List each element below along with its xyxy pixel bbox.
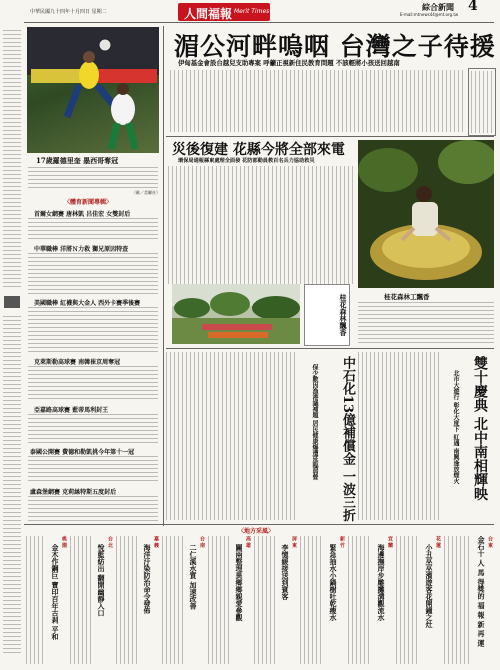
mid-bottom-rule [24,524,494,525]
sports-article-body [28,218,158,242]
lead-subhead: 伊甸基金會設台越兒支助專案 呼籲正視新住民教育問題 不該輕將小孩送回越南 [178,59,400,67]
local-brief-body [444,536,472,664]
local-brief-title: 悅藍紡出 翻開幽靜入口 [97,544,106,617]
flood-subhead: 環保局通報縣東處理全面發 花防部動員教百名兵力協助救災 [178,158,315,164]
newspaper-logo-sub: Merit Times [234,8,270,15]
flood-photo-vertical-text: 桂花森林飄香 [339,294,348,336]
local-brief-body [300,536,324,664]
local-brief-body [254,536,276,664]
local-brief [208,536,252,664]
newspaper-logo: 人間福報 [184,7,233,21]
local-brief-region: 宜 蘭 [387,536,393,548]
sports-article-body [28,366,158,402]
flood-photo-vertical-caption [304,284,350,346]
lead-sidebar-text [471,71,493,133]
local-brief-title: 金木作鋼巨 寶印百年古剎 平和 [51,544,60,640]
local-brief-region: 台 東 [487,536,493,548]
section-name: 綜合新聞 [422,2,454,12]
local-brief-region: 新 竹 [339,536,345,548]
sports-article-title: 盧森堡網賽 克莉絲特斯五度封后 [30,489,117,496]
local-brief-title: 關兩整理異鄉鄉親愛參觀 [235,544,244,621]
sports-article-title: 泰國公開賽 費德和勒凱挑今年第十一冠 [30,449,135,456]
local-brief-body [396,536,420,664]
flood-body-text [168,166,354,284]
local-brief-title: 金石十 人 馬 得獎的 福 報 新 再 運 [477,536,486,647]
garden-illustration [172,284,300,344]
local-brief-region: 台 南 [199,536,205,548]
local-brief-title: 李憶緩接送到賓客 [281,544,290,600]
page-number: 4 [468,0,478,14]
budget-headline: 中石化13億補償金 一波三折 [340,356,355,522]
sports-article-title: 克萊斯勒高球賽 南韓崔京周奪冠 [34,359,121,366]
local-brief [348,536,394,664]
index-strip-mark [4,296,20,308]
local-brief [444,536,494,664]
osmanthus-caption-body [358,302,494,344]
local-brief [162,536,206,664]
index-strip-text-2 [3,316,21,656]
soccer-photo [27,27,159,153]
local-brief [254,536,298,664]
local-brief-title: 二仁溪水質 加速改善 [189,544,198,610]
logo-block [178,3,270,21]
sports-article-title: 中華職棒 洋將Ｎ力救 獅兄原因特查 [34,246,129,253]
local-brief [300,536,346,664]
local-brief-title: 海邊撫岸步雕攤溝觀流水 [377,544,386,621]
festival-headline: 雙十慶典 北中南相輝映 [472,356,488,501]
issue-date: 中華民國九十四年十月四日 星期二 [30,9,107,15]
masthead-rule [24,22,494,23]
flood-headline: 災後復建 花縣今將全部來電 [172,142,345,158]
local-brief-title: 緊急抽水小鍋樹吐乾瘦水 [329,544,338,621]
local-brief [70,536,114,664]
local-brief-title: 海洋汙染防治命令發佈 [143,544,152,614]
local-brief [396,536,442,664]
lead-body-text [170,70,466,132]
local-brief-title: 小丑巫巫濱遊客花開鐘之灶 [425,544,434,628]
left-index-strip [0,24,24,670]
osmanthus-photo [358,140,494,288]
lead-headline: 湄公河畔嗚咽 台灣之子待援 [174,32,496,61]
festival-subhead: 北市大遊行 彰化大度下 紅遇 南興逢放煙火 [452,370,459,485]
sports-article-body [28,253,158,295]
flood-bottom-rule [166,348,494,349]
budget-body-right [358,352,440,520]
lead-bottom-rule [166,136,494,137]
sports-article-title: 首爾女網賽 唐林凱 呂佳宏 女雙封后 [34,211,131,218]
sports-article-title: 美國職棒 紅襪與大金人 西外卡賽季後賽 [34,300,141,307]
budget-subhead: 保少數因漁港議補題 居民健康爆遭延臨弱營 [311,364,318,481]
sports-article-body [28,496,158,522]
local-banner: 〈地方采風〉 [238,528,275,535]
local-brief-body [26,536,46,664]
lead-sidebar-box [468,68,496,136]
masthead [0,0,500,28]
sports-article-title: 亞嘉路高球賽 藍蒂馬利封王 [34,407,109,414]
soccer-photo-text [28,167,158,189]
sports-banner: 〈體育新聞專輯〉 [64,199,113,206]
sports-article-body [28,456,158,484]
local-brief [26,536,68,664]
local-brief-region: 桃 園 [61,536,67,548]
osmanthus-illustration [358,140,494,288]
local-brief [116,536,160,664]
contact-email: E-mail:mtnews44@mt.org.tw [400,12,459,17]
flood-garden-photo [172,284,300,344]
osmanthus-caption: 桂花森林工飄香 [384,293,430,301]
sports-article-body [28,307,158,353]
local-brief-region: 屏 東 [291,536,297,548]
soccer-photo-credit: （歐／美聯社） [132,190,160,195]
local-brief-body [348,536,372,664]
local-brief-region: 高 雄 [245,536,251,548]
local-brief-body [208,536,230,664]
index-strip-text [3,30,21,290]
soccer-photo-illustration [27,27,159,153]
local-brief-region: 台 北 [107,536,113,548]
soccer-photo-caption: 17歲羅德里奎 墨西哥奪冠 [36,156,119,165]
column-divider-left [163,26,164,526]
sports-article-body [28,414,158,444]
local-brief-body [70,536,92,664]
local-brief-body [116,536,138,664]
local-brief-region: 嘉 義 [153,536,159,548]
local-brief-region: 花 蓮 [435,536,441,548]
local-brief-body [162,536,184,664]
budget-body-left [166,352,298,520]
